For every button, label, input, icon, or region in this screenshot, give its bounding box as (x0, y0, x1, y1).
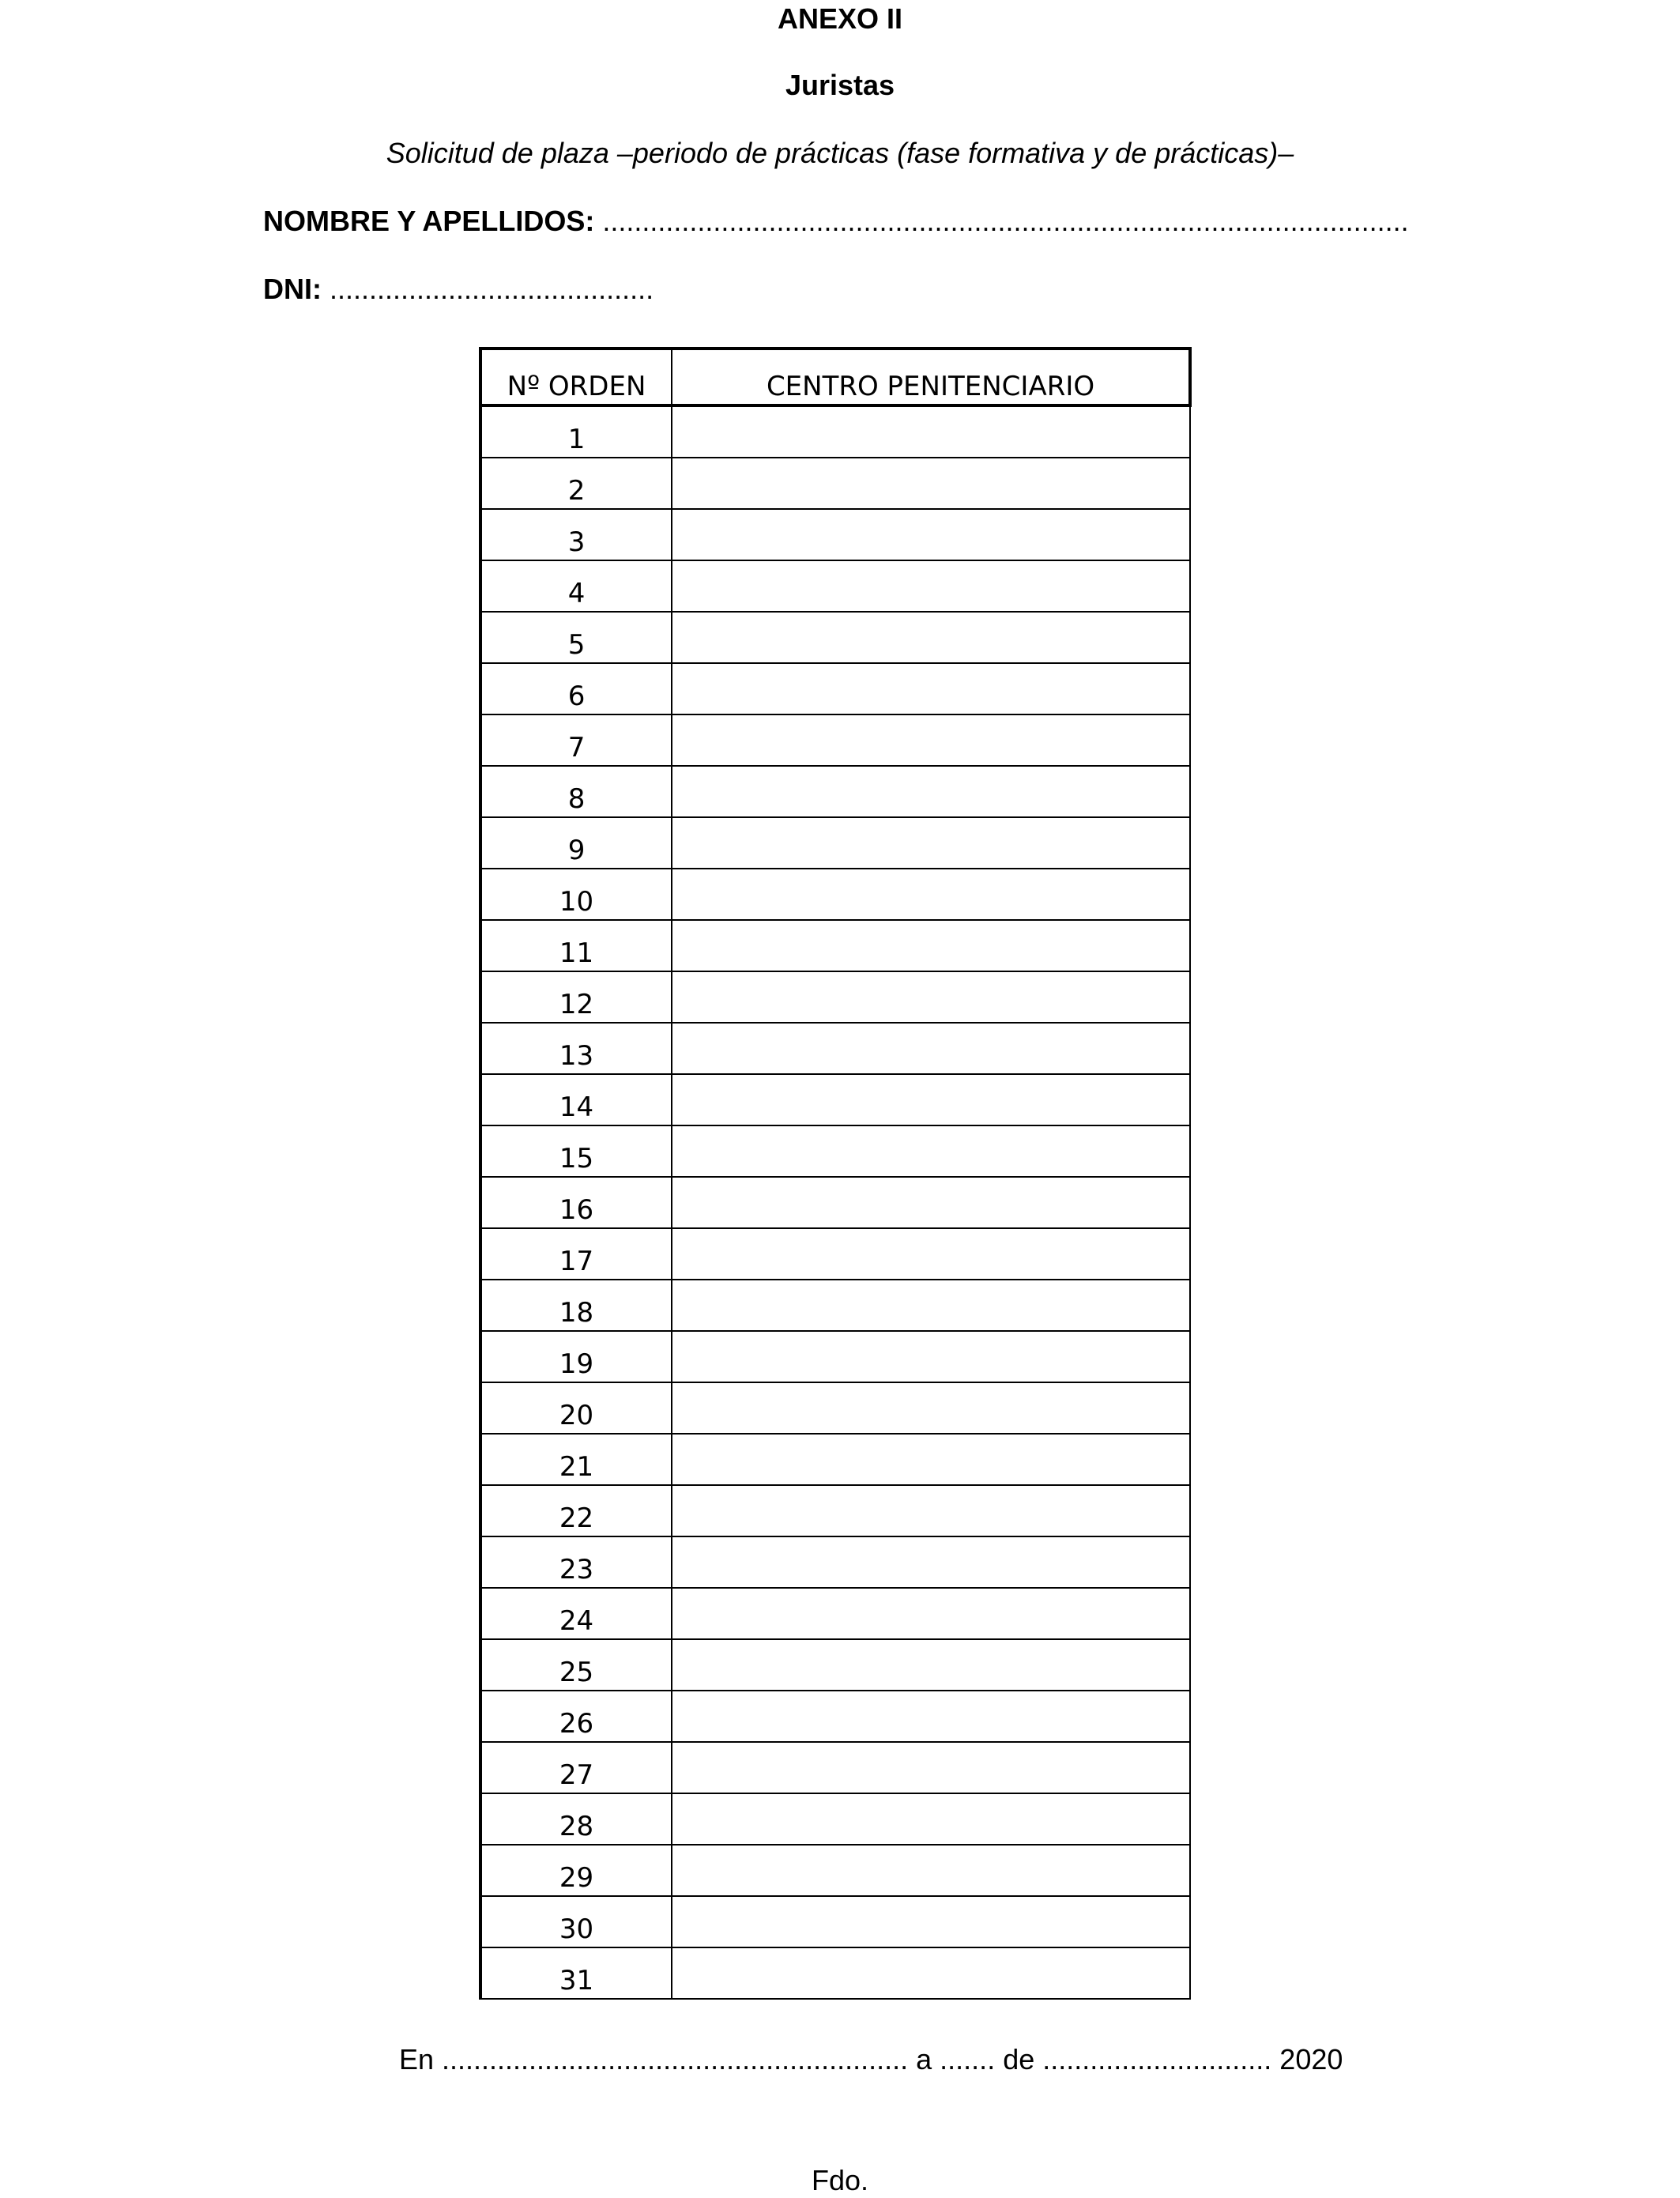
centre-cell[interactable] (672, 766, 1190, 817)
order-number-cell: 11 (480, 920, 672, 971)
order-number-cell: 28 (480, 1793, 672, 1845)
order-number-cell: 29 (480, 1845, 672, 1896)
name-field-label: NOMBRE Y APELLIDOS: (263, 205, 595, 237)
order-number-cell: 8 (480, 766, 672, 817)
name-field-blank: ...................................................................................................... (602, 205, 1409, 237)
table-row (480, 458, 1190, 509)
table-row (480, 1536, 1190, 1588)
signature-label: Fdo. (811, 2164, 869, 2196)
table-row (480, 1434, 1190, 1485)
dni-field-label: DNI: (263, 273, 322, 305)
centre-cell[interactable] (672, 1691, 1190, 1742)
column-header-order: Nº ORDEN (480, 349, 672, 405)
dni-field (263, 272, 654, 307)
order-number-cell: 20 (480, 1382, 672, 1434)
order-number-cell: 31 (480, 1947, 672, 1999)
order-number-cell: 25 (480, 1639, 672, 1691)
centre-cell[interactable] (672, 920, 1190, 971)
order-number-cell: 26 (480, 1691, 672, 1742)
table-body (480, 405, 1190, 1999)
centre-cell[interactable] (672, 971, 1190, 1023)
annex-title: ANEXO II (777, 2, 903, 35)
centre-cell[interactable] (672, 509, 1190, 560)
order-number-cell: 23 (480, 1536, 672, 1588)
preference-table (479, 347, 1192, 2000)
centre-cell[interactable] (672, 1228, 1190, 1280)
table-row (480, 509, 1190, 560)
centre-cell[interactable] (672, 1536, 1190, 1588)
centre-cell[interactable] (672, 1947, 1190, 1999)
centre-cell[interactable] (672, 1742, 1190, 1793)
order-number-cell: 27 (480, 1742, 672, 1793)
table-row (480, 1793, 1190, 1845)
table-row (480, 1023, 1190, 1074)
centre-cell[interactable] (672, 405, 1190, 458)
order-number-cell: 7 (480, 714, 672, 766)
table-row (480, 1845, 1190, 1896)
order-number-cell: 16 (480, 1177, 672, 1228)
order-number-cell: 17 (480, 1228, 672, 1280)
centre-cell[interactable] (672, 1434, 1190, 1485)
centre-cell[interactable] (672, 1331, 1190, 1382)
document-subtitle: Juristas (785, 69, 895, 101)
table-row (480, 817, 1190, 869)
order-number-cell: 5 (480, 612, 672, 663)
order-number-cell: 10 (480, 869, 672, 920)
centre-cell[interactable] (672, 714, 1190, 766)
document-description: Solicitud de plaza –periodo de prácticas (fase formativa y de prácticas)– (386, 137, 1294, 169)
table-row (480, 1228, 1190, 1280)
centre-cell[interactable] (672, 1280, 1190, 1331)
table-row (480, 1947, 1190, 1999)
table-row (480, 1639, 1190, 1691)
order-number-cell: 1 (480, 405, 672, 458)
table-row (480, 1280, 1190, 1331)
centre-cell[interactable] (672, 458, 1190, 509)
centre-cell[interactable] (672, 1845, 1190, 1896)
centre-cell[interactable] (672, 1639, 1190, 1691)
dni-field-blank: ......................................... (330, 273, 654, 305)
table-row (480, 920, 1190, 971)
centre-cell[interactable] (672, 1793, 1190, 1845)
table-row (480, 971, 1190, 1023)
order-number-cell: 21 (480, 1434, 672, 1485)
centre-cell[interactable] (672, 612, 1190, 663)
order-number-cell: 4 (480, 560, 672, 612)
centre-cell[interactable] (672, 560, 1190, 612)
centre-cell[interactable] (672, 1177, 1190, 1228)
order-number-cell: 2 (480, 458, 672, 509)
centre-cell[interactable] (672, 1023, 1190, 1074)
table-row (480, 766, 1190, 817)
order-number-cell: 18 (480, 1280, 672, 1331)
order-number-cell: 24 (480, 1588, 672, 1639)
order-number-cell: 30 (480, 1896, 672, 1947)
column-header-centre: CENTRO PENITENCIARIO (672, 349, 1190, 405)
table-row (480, 1074, 1190, 1125)
centre-cell[interactable] (672, 1125, 1190, 1177)
table-row (480, 1588, 1190, 1639)
order-number-cell: 6 (480, 663, 672, 714)
table-row (480, 663, 1190, 714)
name-field (263, 204, 1409, 239)
order-number-cell: 19 (480, 1331, 672, 1382)
centre-cell[interactable] (672, 1588, 1190, 1639)
order-number-cell: 15 (480, 1125, 672, 1177)
centre-cell[interactable] (672, 1896, 1190, 1947)
centre-cell[interactable] (672, 869, 1190, 920)
table-row (480, 869, 1190, 920)
order-number-cell: 12 (480, 971, 672, 1023)
centre-cell[interactable] (672, 663, 1190, 714)
table-row (480, 1691, 1190, 1742)
order-number-cell: 22 (480, 1485, 672, 1536)
table-row (480, 1382, 1190, 1434)
order-number-cell: 13 (480, 1023, 672, 1074)
centre-cell[interactable] (672, 817, 1190, 869)
order-number-cell: 3 (480, 509, 672, 560)
table-header-row (480, 349, 1190, 405)
order-number-cell: 14 (480, 1074, 672, 1125)
table-row (480, 714, 1190, 766)
date-place-line: En ........................................................... a ....... de ............................. 2020 (399, 2043, 1343, 2075)
table-row (480, 1177, 1190, 1228)
table-row (480, 1485, 1190, 1536)
table-row (480, 1742, 1190, 1793)
table-row (480, 1125, 1190, 1177)
table-row (480, 405, 1190, 458)
order-number-cell: 9 (480, 817, 672, 869)
table-row (480, 612, 1190, 663)
centre-cell[interactable] (672, 1485, 1190, 1536)
table-row (480, 1331, 1190, 1382)
table-row (480, 1896, 1190, 1947)
table-row (480, 560, 1190, 612)
centre-cell[interactable] (672, 1074, 1190, 1125)
centre-cell[interactable] (672, 1382, 1190, 1434)
